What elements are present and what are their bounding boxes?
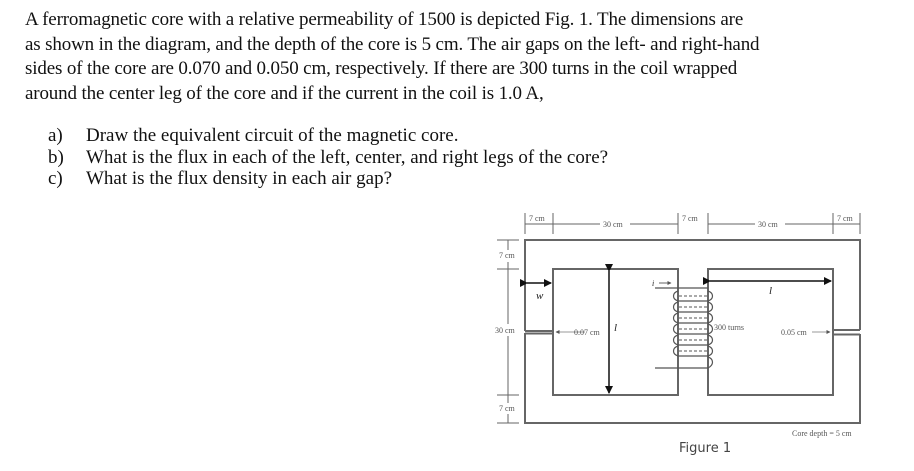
statement-line: around the center leg of the core and if the current in the coil is 1.0 A, [25, 82, 544, 104]
coil-winding [655, 288, 713, 368]
statement-line: sides of the core are 0.070 and 0.050 cm, respectively. If there are 300 turns in the coil wrapped [25, 58, 738, 79]
dim-window-height: 30 cm [495, 326, 515, 335]
core-depth-label: Core depth = 5 cm [792, 429, 852, 438]
current-label: i [652, 279, 655, 288]
statement-line: as shown in the diagram, and the depth of the core is 5 cm. The air gaps on the left- and right-hand [25, 33, 760, 55]
question-label: c) [48, 168, 63, 189]
question-text: What is the flux density in each air gap? [86, 168, 393, 189]
question-label: b) [48, 146, 64, 168]
width-label: w [536, 290, 544, 302]
length-label-horizontal: l [769, 285, 773, 297]
dim-left-window-width: 30 cm [603, 220, 623, 229]
length-label-vertical: l [614, 322, 618, 334]
dim-right-window-width: 30 cm [758, 220, 778, 229]
right-gap-label: 0.05 cm [781, 328, 807, 337]
dim-left-leg-width: 7 cm [529, 214, 545, 223]
dim-center-leg-width: 7 cm [682, 214, 698, 223]
coil-turns-label: 300 turns [714, 323, 744, 332]
question-text: What is the flux in each of the left, center, and right legs of the core? [86, 146, 609, 168]
left-gap-label: 0.07 cm [574, 328, 600, 337]
figure-caption: Figure 1 [679, 441, 732, 456]
dim-bottom-leg-height: 7 cm [499, 404, 515, 413]
statement-line: A ferromagnetic core with a relative permeability of 1500 is depicted Fig. 1. The dimensions are [25, 9, 744, 30]
dim-right-leg-width: 7 cm [837, 214, 853, 223]
dim-top-leg-height: 7 cm [499, 251, 515, 260]
question-label: a) [48, 125, 63, 146]
question-text: Draw the equivalent circuit of the magnetic core. [86, 125, 459, 146]
